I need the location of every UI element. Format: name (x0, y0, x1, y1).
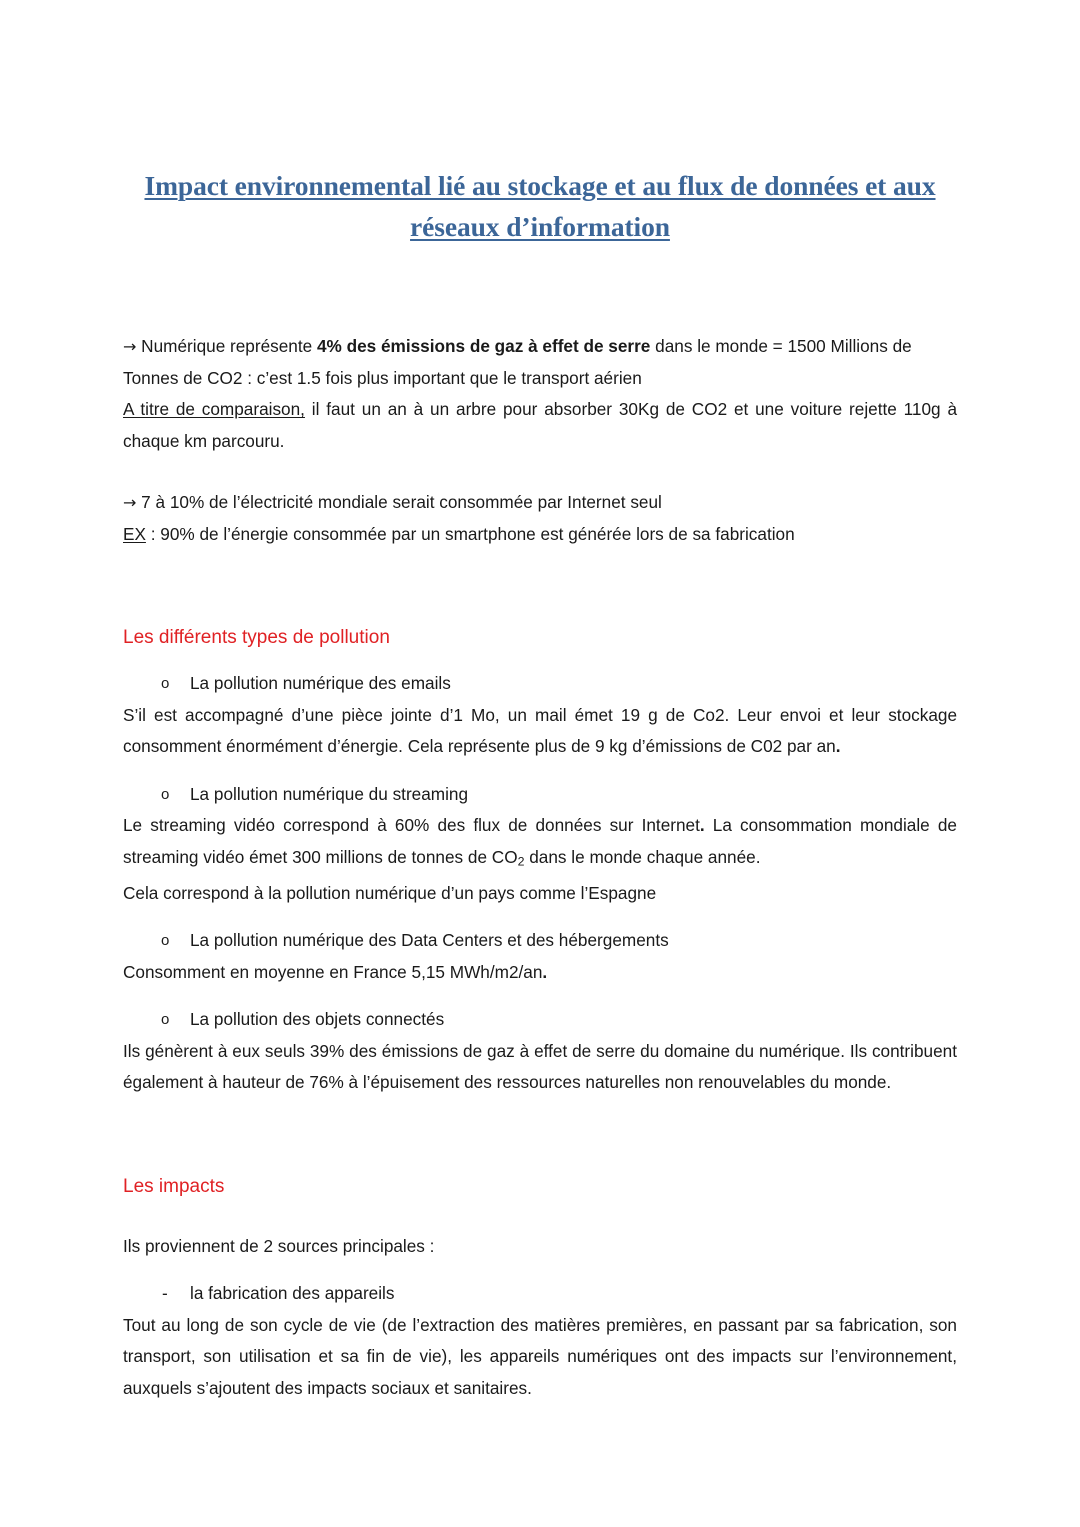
intro-line3-text: 7 à 10% de l’électricité mondiale serait consommée par Internet seul (136, 492, 662, 512)
arrow-icon: → (123, 337, 137, 356)
pollution-emails-period: . (835, 736, 841, 756)
list-item (123, 668, 957, 700)
list-item (123, 1004, 957, 1036)
intro-paragraph-4 (123, 519, 957, 551)
pollution-emails-text: S’il est accompagné d’une pièce jointe d’1 Mo, un mail émet 19 g de Co2. Leur envoi et leur stockage consomment énormément d’énergie. Cela représente plus de 9 kg d’émissions de C02 par an (123, 704, 957, 756)
streaming-period-bold: . (699, 815, 705, 835)
intro-line1-pre: Numérique représente (136, 336, 317, 356)
circle-bullet-icon: o (161, 932, 170, 950)
pollution-streaming-body-line2: Cela correspond à la pollution numérique d’un pays comme l’Espagne (123, 882, 657, 903)
list-item (123, 925, 957, 957)
page-title-line-1: Impact environnemental lié au stockage et au flux de données et aux (144, 170, 936, 201)
streaming-text-b: La consommation mondiale de streaming vidéo émet 300 millions de tonnes de CO (123, 815, 957, 867)
section-heading-pollution: Les différents types de pollution (123, 627, 390, 648)
circle-bullet-icon: o (161, 785, 170, 803)
pollution-emails-body (123, 700, 957, 763)
page-title-line-2: réseaux d’information (410, 211, 670, 242)
arrow-icon: → (123, 493, 137, 512)
streaming-text-a: Le streaming vidéo correspond à 60% des flux de données sur Internet (123, 815, 700, 835)
comparison-underlined-lead: A titre de comparaison, (123, 399, 305, 419)
list-item-label: La pollution des objets connectés (190, 1009, 445, 1030)
page-title (123, 0, 957, 247)
circle-bullet-icon: o (161, 675, 170, 692)
list-item (123, 779, 957, 811)
impacts-fabrication-body: Tout au long de son cycle de vie (de l’extraction des matières premières, en passant par sa fabrication, son transport, son utilisation et sa fin de vie), les appareils numériques ont des impacts sur l’environnement, auxquels s’ajoutent des impacts sociaux et sanitaires. (123, 1314, 957, 1398)
list-item-label: la fabrication des appareils (190, 1283, 395, 1304)
datacenter-period: . (542, 961, 548, 982)
streaming-text-c: dans le monde chaque année. (524, 846, 761, 867)
list-item-label: La pollution numérique des Data Centers et des hébergements (190, 930, 669, 951)
comparison-rest: il faut un an à un arbre pour absorber 30Kg de CO2 et une voiture rejette 110g à chaque km parcouru. (123, 399, 958, 451)
intro-paragraph-2 (123, 394, 957, 457)
dash-bullet-icon: - (162, 1283, 168, 1304)
list-item-label: La pollution numérique du streaming (190, 783, 469, 804)
impacts-intro: Ils proviennent de 2 sources principales : (123, 1235, 435, 1256)
section-heading-impacts: Les impacts (123, 1175, 225, 1197)
datacenter-text: Consomment en moyenne en France 5,15 MWh/m2/an (123, 961, 543, 982)
circle-bullet-icon: o (161, 1011, 170, 1029)
list-item-label: La pollution numérique des emails (190, 673, 451, 693)
pollution-iot-body: Ils génèrent à eux seuls 39% des émissions de gaz à effet de serre du domaine du numérique. Ils contribuent également à hauteur de 76% à l’épuisement des ressources naturelles non renouvelables du monde. (123, 1040, 957, 1093)
pollution-datacenter-body (123, 957, 957, 989)
co2-subscript: 2 (517, 854, 525, 869)
example-underlined-lead: EX (123, 523, 146, 544)
pollution-streaming-body (123, 810, 957, 878)
intro-line1-post: dans le monde = 1500 Millions de Tonnes de CO2 : c’est 1.5 fois plus important que le transport aérien (123, 336, 912, 388)
example-rest: : 90% de l’énergie consommée par un smartphone est générée lors de sa fabrication (145, 523, 795, 544)
intro-paragraph-3 (123, 487, 957, 519)
intro-paragraph-1 (123, 331, 957, 394)
list-item (123, 1278, 957, 1310)
intro-line1-bold: 4% des émissions de gaz à effet de serre (316, 336, 651, 356)
